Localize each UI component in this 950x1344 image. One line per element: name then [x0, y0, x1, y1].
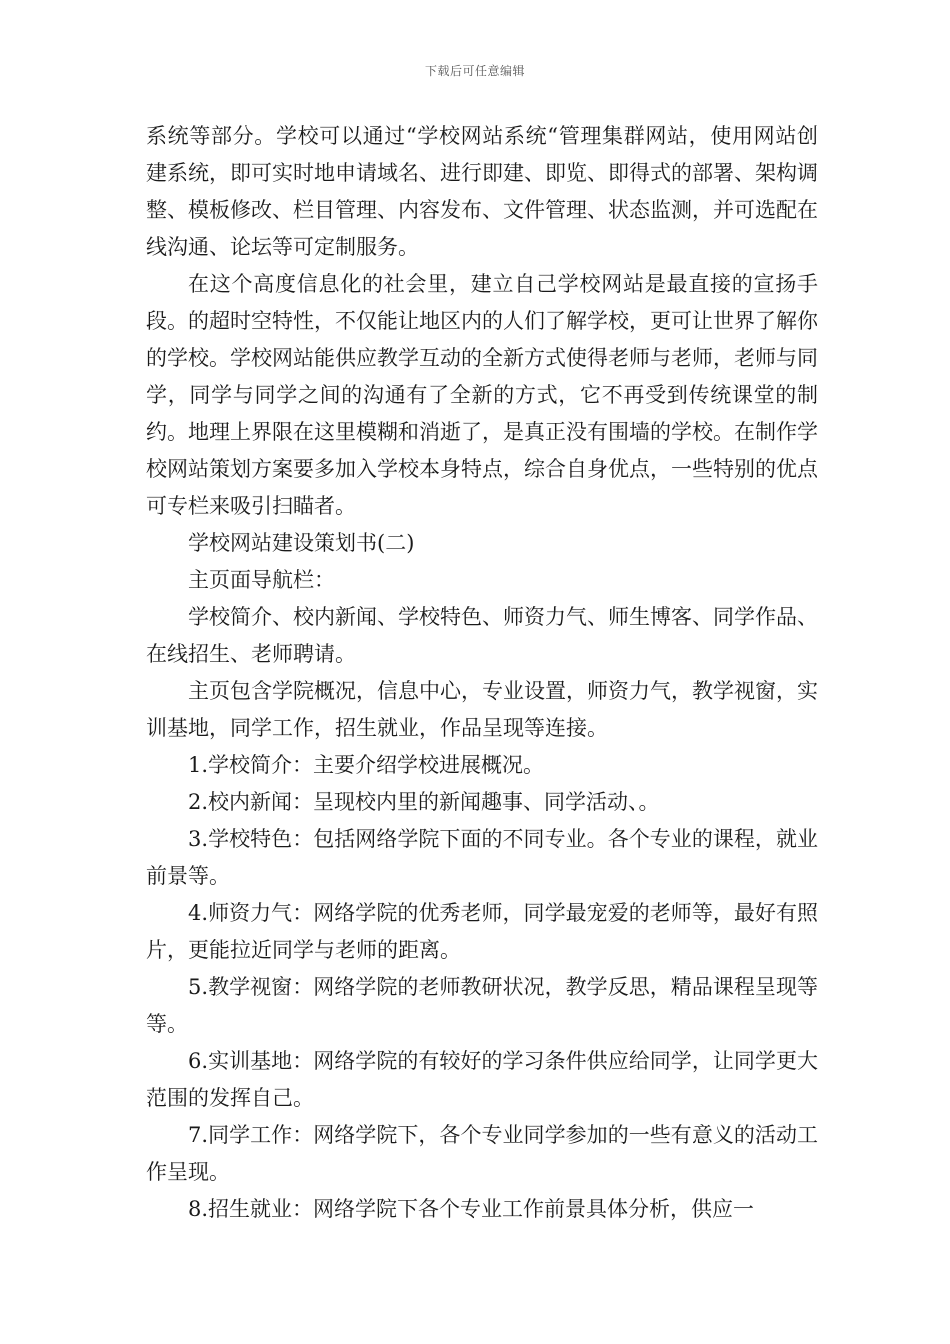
- page-header: 下载后可任意编辑: [424, 64, 525, 78]
- nav-bar-items: 学校简介、校内新闻、学校特色、师资力气、师生博客、同学作品、在线招生、老师聘请。: [146, 605, 818, 666]
- homepage-contents: 主页包含学院概况，信息中心，专业设置，师资力气，教学视窗，实训基地，同学工作，招生就业，作品呈现等连接。: [146, 679, 818, 740]
- paragraph-website-importance: 在这个高度信息化的社会里，建立自己学校网站是最直接的宣扬手段。的超时空特性，不仅能让地区内的人们了解学校，更可让世界了解你的学校。学校网站能供应教学互动的全新方式使得老师与老师，老师与同学，同学与同学之间的沟通有了全新的方式，它不再受到传统课堂的制约。地理上界限在这里模糊和消逝了，是真正没有围墙的学校。在制作学校网站策划方案要多加入学校本身特点，综合自身优点，一些特别的优点可专栏来吸引扫瞄者。: [146, 272, 818, 518]
- list-item: 7.同学工作：网络学院下，各个专业同学参加的一些有意义的活动工作呈现。: [146, 1123, 818, 1184]
- nav-bar-heading: 主页面导航栏：: [188, 568, 335, 592]
- list-item: 4.师资力气：网络学院的优秀老师，同学最宠爱的老师等，最好有照片，更能拉近同学与老师的距离。: [146, 901, 818, 962]
- document-body: [146, 118, 818, 1228]
- list-item: 2.校内新闻：呈现校内里的新闻趣事、同学活动、。: [188, 790, 660, 814]
- list-item: 6.实训基地：网络学院的有较好的学习条件供应给同学，让同学更大范围的发挥自己。: [146, 1049, 818, 1110]
- list-item: 3.学校特色：包括网络学院下面的不同专业。各个专业的课程，就业前景等。: [146, 827, 818, 888]
- list-item: 5.教学视窗：网络学院的老师教研状况，教学反思，精品课程呈现等等。: [146, 975, 818, 1036]
- list-item: 1.学校简介：主要介绍学校进展概况。: [188, 753, 545, 777]
- list-item: 8.招生就业：网络学院下各个专业工作前景具体分析，供应一: [188, 1197, 755, 1221]
- paragraph-intro-continued: 系统等部分。学校可以通过“学校网站系统“管理集群网站，使用网站创建系统，即可实时地申请域名、进行即建、即览、即得式的部署、架构调整、模板修改、栏目管理、内容发布、文件管理、状态监测，并可选配在线沟通、论坛等可定制服务。: [146, 124, 818, 259]
- section-title: 学校网站建设策划书(二): [188, 531, 415, 555]
